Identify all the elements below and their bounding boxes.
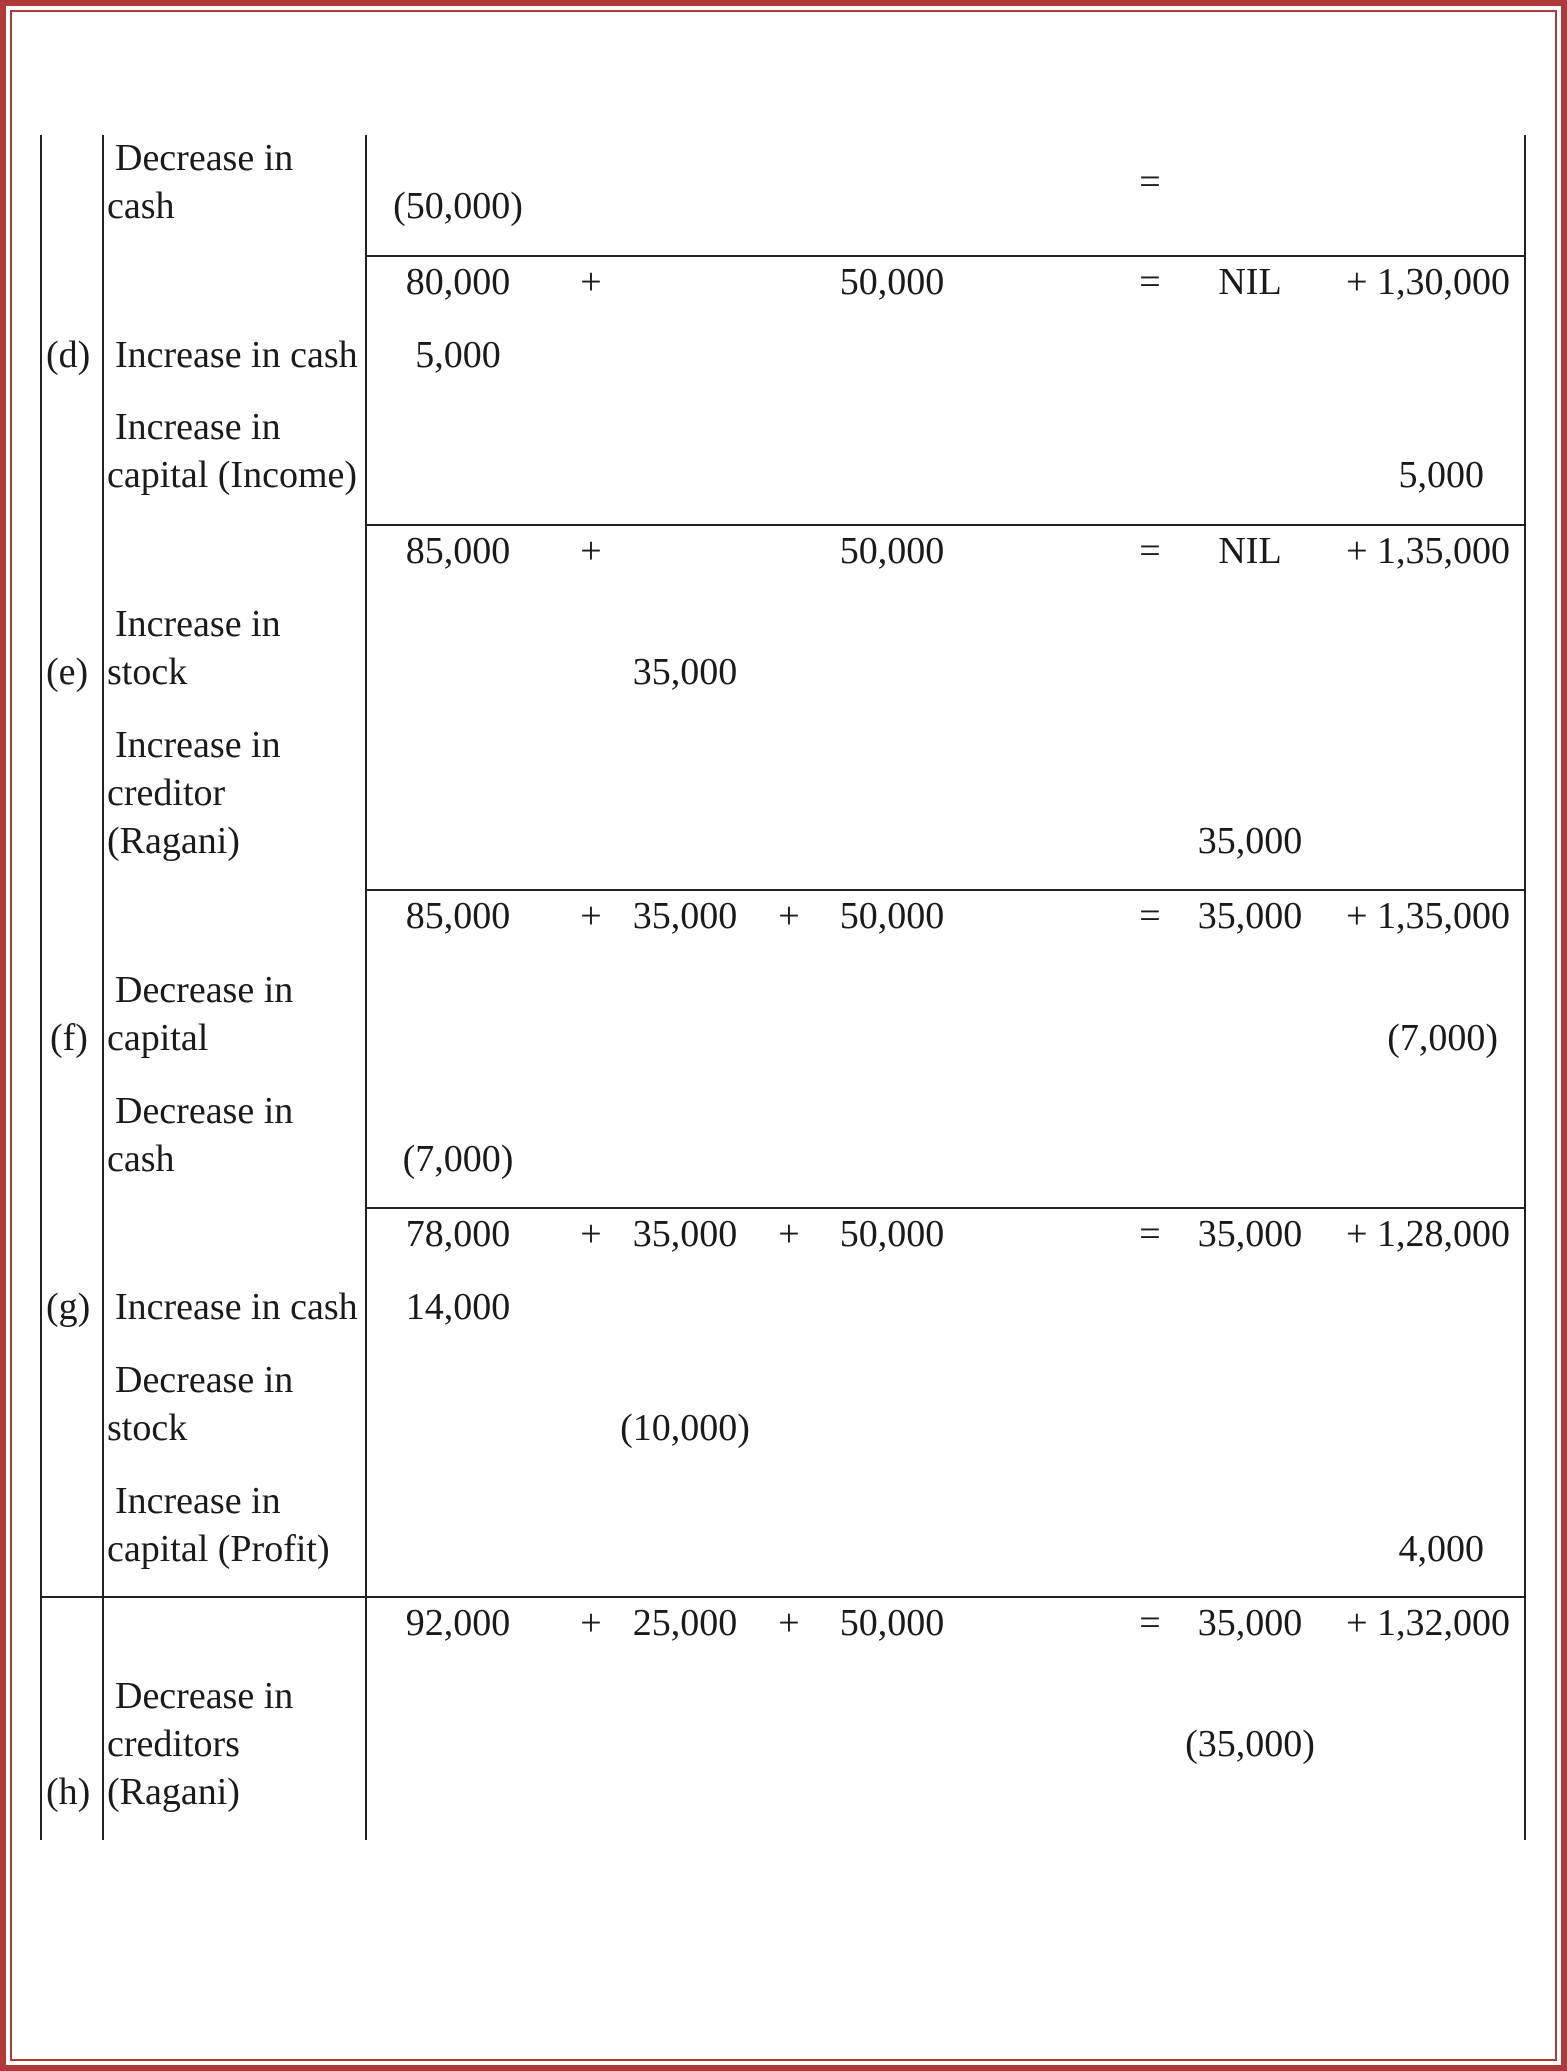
plus-sign: +	[580, 895, 602, 937]
row-g-marker: (g)	[46, 1286, 91, 1328]
table-left-border	[40, 135, 42, 1840]
row-d-increase-capital-label: Increase in capital (Income)	[107, 406, 358, 496]
table-right-border	[1524, 135, 1526, 1840]
row-g-increase-capital-label: Increase in capital (Profit)	[107, 1480, 330, 1570]
row-f-decrease-capital-label: Decrease in capital	[107, 969, 294, 1059]
row-e-creditors: 35,000	[1197, 820, 1303, 862]
furniture-value: 50,000	[839, 895, 945, 937]
total-rule-3	[365, 889, 1526, 891]
plus-sign: +	[778, 1213, 800, 1255]
plus-sign: +	[580, 261, 602, 303]
creditors-value: 35,000	[1197, 1213, 1303, 1255]
capital-value: + 1,35,000	[1346, 530, 1510, 572]
row-f-marker: (f)	[50, 1017, 88, 1059]
equals-sign: =	[1139, 1602, 1161, 1644]
total-rule-1	[365, 255, 1526, 257]
stock-value: 35,000	[632, 1213, 738, 1255]
row-d-marker: (d)	[46, 334, 91, 376]
row-e-increase-creditor-label: Increase in creditor (Ragani)	[107, 724, 281, 862]
row-c-cash: (50,000)	[393, 185, 523, 227]
marker-column-divider	[102, 135, 104, 1840]
equals-sign: =	[1139, 895, 1161, 937]
plus-sign: +	[778, 1602, 800, 1644]
plus-sign: +	[778, 895, 800, 937]
row-g-decrease-stock-label: Decrease in stock	[107, 1359, 294, 1449]
row-h-decrease-creditors-label: Decrease in creditors (Ragani)	[107, 1675, 294, 1813]
row-f-decrease-cash-label: Decrease in cash	[107, 1090, 294, 1180]
total-rule-4	[365, 1207, 1526, 1209]
plus-sign: +	[580, 1602, 602, 1644]
capital-value: + 1,28,000	[1346, 1213, 1510, 1255]
capital-value: + 1,30,000	[1346, 261, 1510, 303]
stock-value: 25,000	[632, 1602, 738, 1644]
creditors-value: NIL	[1218, 261, 1282, 303]
row-f-cash: (7,000)	[402, 1138, 514, 1180]
row-c-decrease-cash-label: Decrease in cash	[107, 137, 294, 227]
row-g-cash: 14,000	[405, 1286, 511, 1328]
total-rule-2	[365, 524, 1526, 526]
row-c-eq: =	[1139, 161, 1161, 203]
row-g-stock: (10,000)	[620, 1407, 750, 1449]
capital-value: + 1,32,000	[1346, 1602, 1510, 1644]
furniture-value: 50,000	[839, 1602, 945, 1644]
furniture-value: 50,000	[839, 261, 945, 303]
cash-value: 85,000	[405, 530, 511, 572]
equals-sign: =	[1139, 261, 1161, 303]
total-rule-5	[40, 1596, 1526, 1598]
creditors-value: NIL	[1218, 530, 1282, 572]
stock-value: 35,000	[632, 895, 738, 937]
row-e-stock: 35,000	[632, 651, 738, 693]
cash-value: 80,000	[405, 261, 511, 303]
plus-sign: +	[580, 530, 602, 572]
row-e-marker: (e)	[46, 651, 89, 693]
equals-sign: =	[1139, 1213, 1161, 1255]
cash-value: 85,000	[405, 895, 511, 937]
row-g-increase-cash-label: Increase in cash	[115, 1286, 358, 1328]
row-h-marker: (h)	[46, 1771, 91, 1813]
row-e-increase-stock-label: Increase in stock	[107, 603, 281, 693]
cash-value: 92,000	[405, 1602, 511, 1644]
row-g-capital: 4,000	[1398, 1528, 1484, 1570]
row-h-creditors: (35,000)	[1185, 1723, 1315, 1765]
cash-value: 78,000	[405, 1213, 511, 1255]
furniture-value: 50,000	[839, 1213, 945, 1255]
furniture-value: 50,000	[839, 530, 945, 572]
capital-value: + 1,35,000	[1346, 895, 1510, 937]
row-d-increase-cash-label: Increase in cash	[115, 334, 358, 376]
row-f-capital: (7,000)	[1387, 1017, 1498, 1059]
label-column-divider	[365, 135, 367, 1840]
plus-sign: +	[580, 1213, 602, 1255]
row-d-cash: 5,000	[415, 334, 501, 376]
creditors-value: 35,000	[1197, 895, 1303, 937]
row-d-capital: 5,000	[1398, 454, 1484, 496]
equals-sign: =	[1139, 530, 1161, 572]
creditors-value: 35,000	[1197, 1602, 1303, 1644]
